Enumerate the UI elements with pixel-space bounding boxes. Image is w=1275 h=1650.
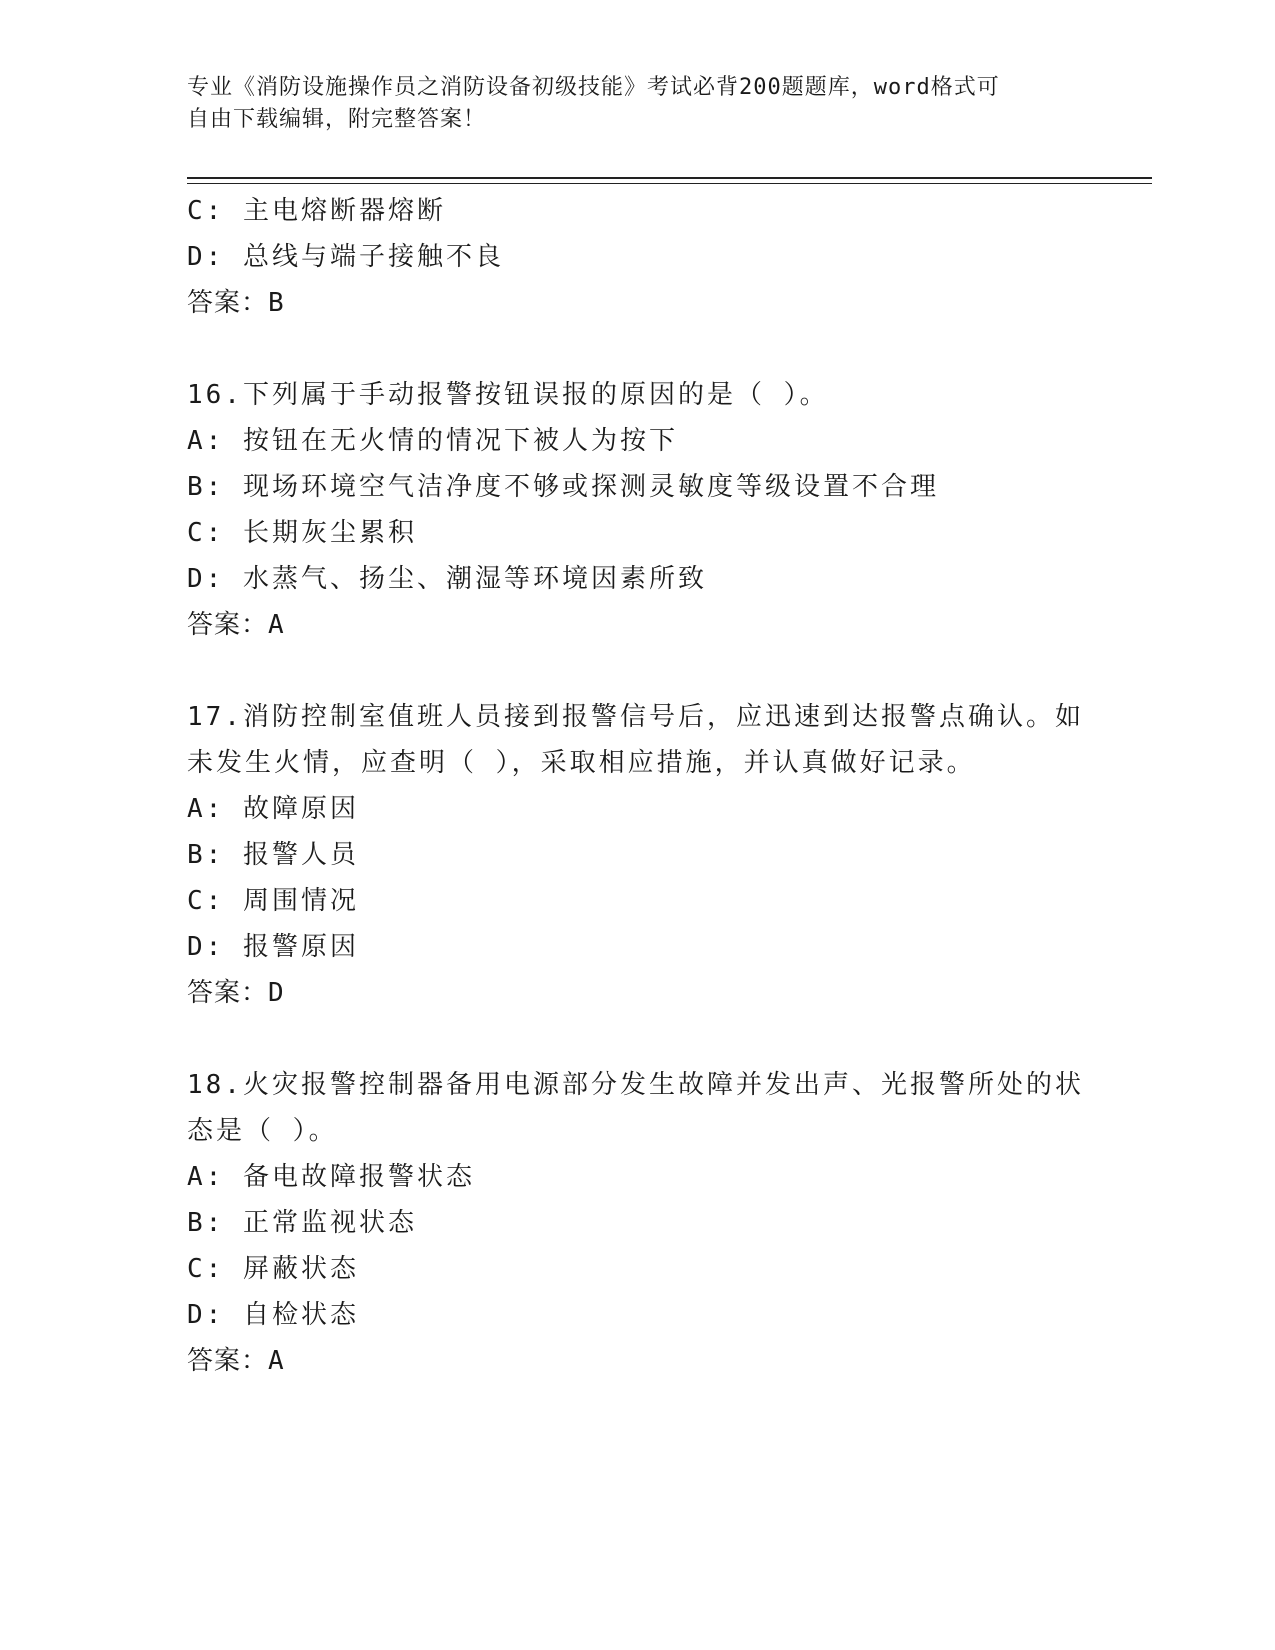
- option-c: C: 周围情况: [187, 886, 359, 916]
- option-d: D: 自检状态: [187, 1300, 359, 1330]
- header-line-1: 专业《消防设施操作员之消防设备初级技能》考试必背200题题库，word格式可: [187, 75, 1000, 100]
- answer-line: 答案：B: [187, 288, 285, 318]
- answer-line: 答案：D: [187, 978, 285, 1008]
- header-rule-thin: [187, 183, 1152, 184]
- question-16: [187, 372, 1087, 648]
- option-d: D: 总线与端子接触不良: [187, 242, 504, 272]
- option-b: B: 报警人员: [187, 840, 359, 870]
- option-c: C: 长期灰尘累积: [187, 518, 417, 548]
- option-c: C: 屏蔽状态: [187, 1254, 359, 1284]
- spacer: [187, 648, 1087, 694]
- question-18: [187, 1062, 1087, 1384]
- option-d: D: 报警原因: [187, 932, 359, 962]
- question-stem-line-2: 态是（ ）。: [187, 1116, 338, 1146]
- option-a: A: 备电故障报警状态: [187, 1162, 475, 1192]
- option-d: D: 水蒸气、扬尘、潮湿等环境因素所致: [187, 564, 707, 594]
- question-stem-line-1: 18.火灾报警控制器备用电源部分发生故障并发出声、光报警所处的状: [187, 1070, 1084, 1100]
- spacer: [187, 1016, 1087, 1062]
- option-c: C: 主电熔断器熔断: [187, 196, 446, 226]
- option-a: A: 故障原因: [187, 794, 359, 824]
- option-b: B: 现场环境空气洁净度不够或探测灵敏度等级设置不合理: [187, 472, 939, 502]
- option-a: A: 按钮在无火情的情况下被人为按下: [187, 426, 678, 456]
- option-b: B: 正常监视状态: [187, 1208, 417, 1238]
- header-line-2: 自由下载编辑，附完整答案！: [187, 107, 487, 132]
- spacer: [187, 326, 1087, 372]
- question-stem-line-1: 17.消防控制室值班人员接到报警信号后，应迅速到达报警点确认。如: [187, 702, 1084, 732]
- document-header: [187, 72, 1087, 136]
- document-body: [187, 188, 1087, 1384]
- question-stem: 16.下列属于手动报警按钮误报的原因的是（ ）。: [187, 380, 829, 410]
- question-17: [187, 694, 1087, 1016]
- answer-line: 答案：A: [187, 1346, 285, 1376]
- question-stem-line-2: 未发生火情，应查明（ ），采取相应措施，并认真做好记录。: [187, 748, 976, 778]
- previous-question-tail: [187, 188, 1087, 326]
- answer-line: 答案：A: [187, 610, 285, 640]
- header-rule-thick: [187, 177, 1152, 179]
